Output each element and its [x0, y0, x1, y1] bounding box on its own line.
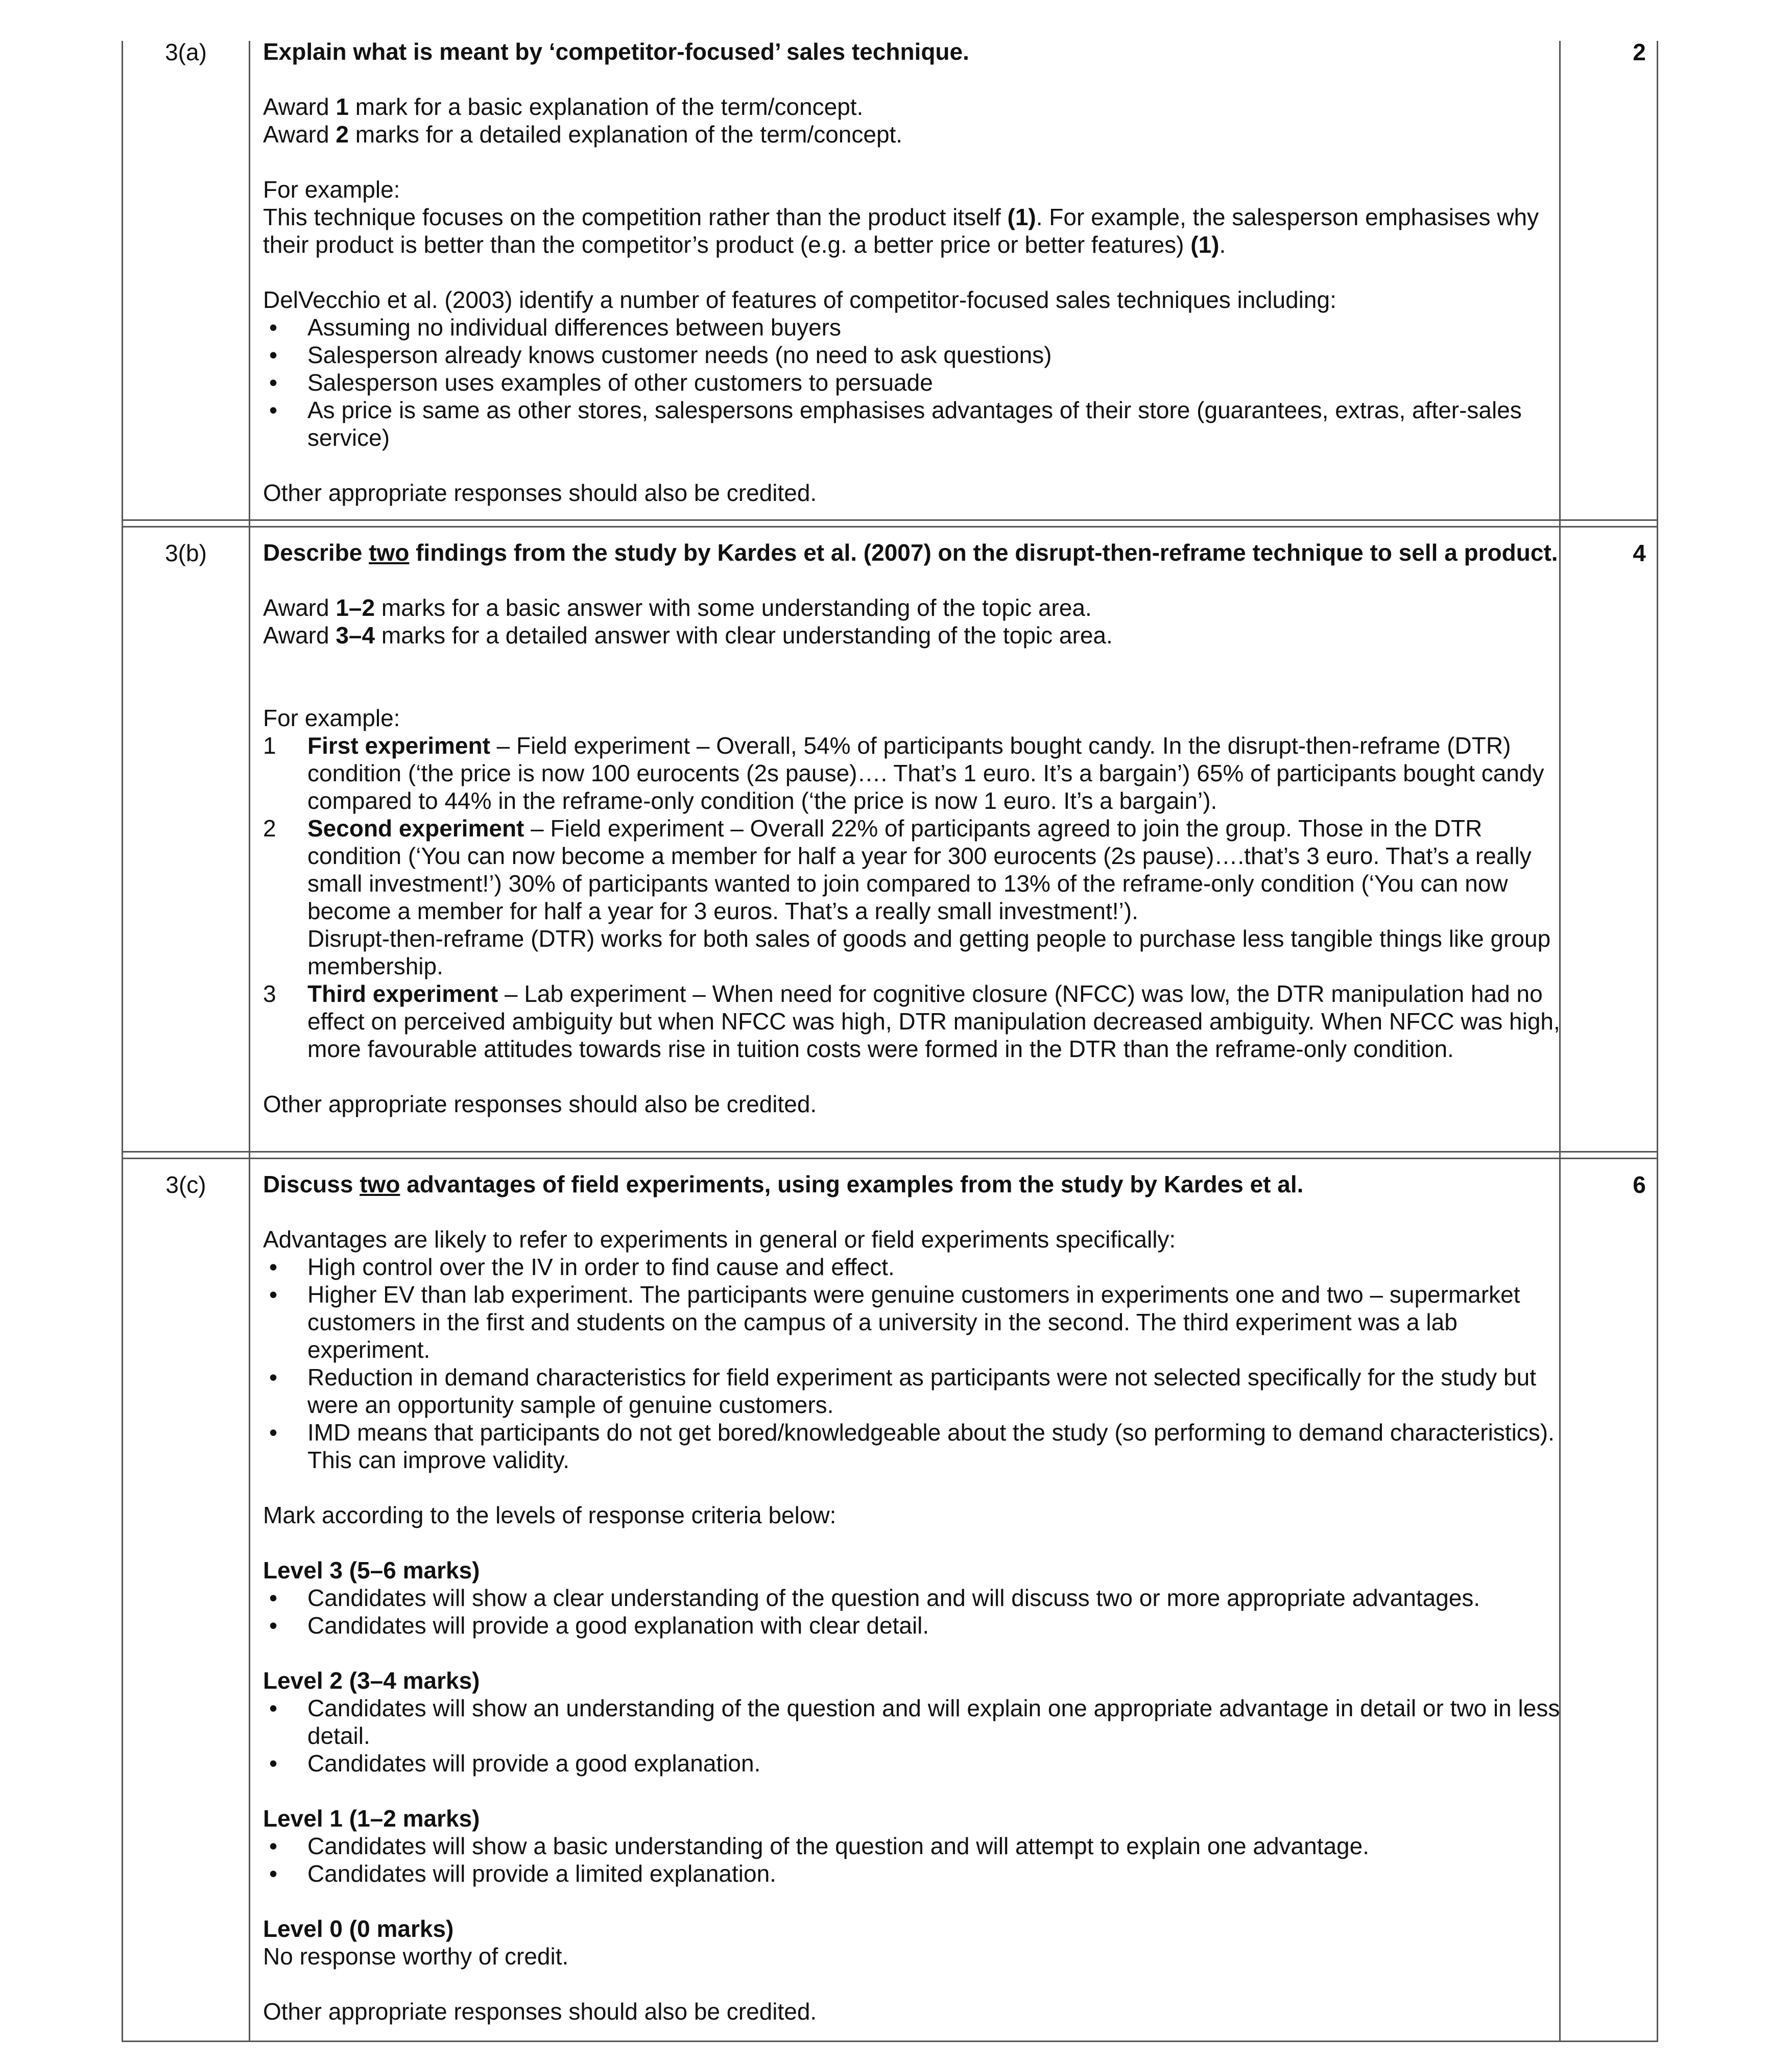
list-item: • Salesperson already knows customer needs (no need to ask questions): [263, 341, 1560, 369]
question-marks: 2: [1633, 39, 1646, 65]
question-number: 3(b): [165, 540, 207, 566]
award-line: Award 3–4 marks for a detailed answer with clear understanding of the topic area.: [263, 622, 1113, 649]
other-responses-note: Other appropriate responses should also be credited.: [263, 1091, 817, 1117]
level-criteria-list: [263, 1584, 1560, 1639]
question-text: Describe two findings from the study by Kardes et al. (2007) on the disrupt-then-reframe technique to sell a product.: [263, 539, 1558, 566]
list-item: 1 First experiment – Field experiment – Overall, 54% of participants bought candy. In the disrupt-then-reframe (DTR) condition (‘the price is now 100 eurocents (2s pause)…. That’s 1 euro. It’s a bargain’) 65% of participants bought candy compared to 44% in the reframe-only condition (‘the price is now 1 euro. It’s a bargain’).: [263, 732, 1544, 814]
features-list: [263, 314, 1560, 451]
list-item: • IMD means that participants do not get bored/knowledgeable about the study (so performing to demand characteristics). This can improve validity.: [263, 1419, 1560, 1474]
award-line: Award 1–2 marks for a basic answer with some understanding of the topic area.: [263, 594, 1092, 621]
section-3b-content: [263, 539, 1560, 1118]
levels-intro: Mark according to the levels of response criteria below:: [263, 1502, 837, 1528]
level-heading: Level 0 (0 marks): [263, 1915, 454, 1942]
award-line: Award 1 mark for a basic explanation of the term/concept.: [263, 93, 864, 120]
list-item: • Assuming no individual differences between buyers: [263, 314, 1560, 341]
findings-list: [263, 732, 1560, 1063]
list-item: • Candidates will provide a good explanation.: [263, 1749, 1560, 1777]
section-3a-content: [263, 38, 1560, 507]
question-text: Discuss two advantages of field experiments, using examples from the study by Kardes et al.: [263, 1171, 1304, 1197]
list-item: • High control over the IV in order to find cause and effect.: [263, 1253, 1560, 1281]
award-line: Award 2 marks for a detailed explanation of the term/concept.: [263, 121, 903, 148]
list-item-continuation: Disrupt-then-reframe (DTR) works for both sales of goods and getting people to purchase less tangible things like group membership.: [307, 925, 1551, 979]
example-answer: This technique focuses on the competition rather than the product itself (1). For example, the salesperson emphasises why their product is better than the competitor’s product (e.g. a better price or better features) (1).: [263, 204, 1539, 258]
question-marks: 4: [1633, 540, 1646, 566]
list-item: • Candidates will provide a limited explanation.: [263, 1860, 1560, 1887]
list-item: 3 Third experiment – Lab experiment – When need for cognitive closure (NFCC) was low, the DTR manipulation had no effect on perceived ambiguity but when NFCC was high, DTR manipulation decreased ambiguity. When NFCC was high, more favourable attitudes towards rise in tuition costs were formed in the DTR than the reframe-only condition.: [263, 980, 1560, 1062]
list-item: • Candidates will show a clear understanding of the question and will discuss two or more appropriate advantages.: [263, 1584, 1560, 1612]
list-item: • Candidates will show an understanding of the question and will explain one appropriate advantage in detail or two in less detail.: [263, 1694, 1560, 1749]
example-heading: For example:: [263, 705, 400, 731]
question-text: Explain what is meant by ‘competitor-focused’ sales technique.: [263, 38, 969, 65]
advantages-list: [263, 1253, 1560, 1474]
table-right-border: [1657, 41, 1658, 2042]
row-divider-b-c-bottom: [122, 1158, 1658, 1159]
level-heading: Level 1 (1–2 marks): [263, 1805, 480, 1832]
list-item: • Candidates will show a basic understanding of the question and will attempt to explain one advantage.: [263, 1832, 1560, 1860]
question-marks: 6: [1633, 1171, 1646, 1198]
list-item: • Salesperson uses examples of other customers to persuade: [263, 369, 1560, 396]
section-3c-content: [263, 1170, 1560, 2025]
row-divider-b-c-top: [122, 1151, 1658, 1153]
other-responses-note: Other appropriate responses should also be credited.: [263, 479, 817, 506]
level-0-text: No response worthy of credit.: [263, 1943, 569, 1970]
list-item: • Candidates will provide a good explanation with clear detail.: [263, 1612, 1560, 1639]
other-responses-note: Other appropriate responses should also be credited.: [263, 1998, 817, 2025]
question-number: 3(c): [165, 1171, 206, 1198]
example-heading: For example:: [263, 176, 400, 203]
level-heading: Level 2 (3–4 marks): [263, 1667, 480, 1694]
table-bottom-border: [122, 2041, 1658, 2042]
advantages-intro: Advantages are likely to refer to experiments in general or field experiments specifically:: [263, 1226, 1176, 1253]
list-item: • Reduction in demand characteristics for field experiment as participants were not selected specifically for the study but were an opportunity sample of genuine customers.: [263, 1363, 1560, 1419]
list-item: • Higher EV than lab experiment. The participants were genuine customers in experiments one and two – supermarket customers in the first and students on the campus of a university in the second. The third experiment was a lab experiment.: [263, 1281, 1560, 1363]
list-item: 2 Second experiment – Field experiment – Overall 22% of participants agreed to join the group. Those in the DTR condition (‘You can now become a member for half a year for 300 eurocents (2s pause)….that’s 3 euro. That’s a really small investment!’) 30% of participants wanted to join compared to 13% of the reframe-only condition (‘You can now become a member for half a year for 3 euros. That’s a really small investment!’).: [263, 815, 1532, 924]
level-heading: Level 3 (5–6 marks): [263, 1557, 480, 1584]
table-left-border: [122, 41, 123, 2042]
row-divider-a-b-bottom: [122, 526, 1658, 527]
list-item: • As price is same as other stores, salespersons emphasises advantages of their store (guarantees, extras, after-sales service): [263, 396, 1560, 451]
level-criteria-list: [263, 1694, 1560, 1777]
row-divider-a-b-top: [122, 519, 1658, 521]
table-column-divider-1: [249, 41, 250, 2042]
features-intro: DelVecchio et al. (2003) identify a number of features of competitor-focused sales techniques including:: [263, 286, 1336, 313]
question-number: 3(a): [165, 39, 207, 65]
level-criteria-list: [263, 1832, 1560, 1887]
